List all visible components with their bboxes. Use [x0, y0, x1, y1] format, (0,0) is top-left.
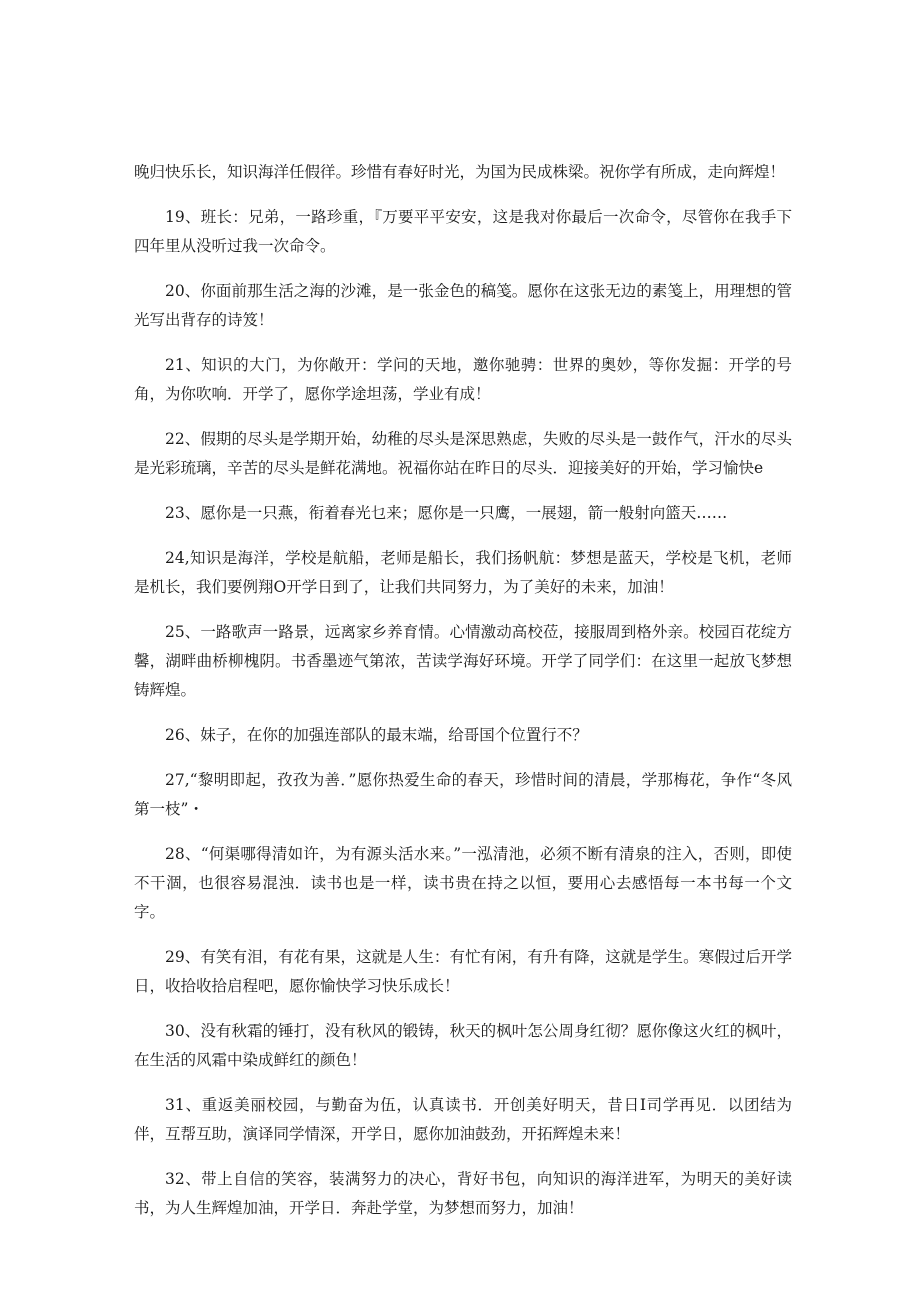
paragraph-20: 20、你面前那生活之海的沙滩，是一张金色的稿笺。愿你在这张无边的素笺上，用理想的管光写出背存的诗笈！: [134, 282, 792, 329]
document-body: [134, 158, 792, 1239]
paragraph-30: 30、没有秋霜的锤打，没有秋风的锻铸，秋天的枫叶怎公周身红彻？愿你像这火红的枫叶，在生活的风霜中染成鲜红的颜色！: [134, 1022, 792, 1069]
paragraph-32: 32、带上自信的笑容，装满努力的决心，背好书包，向知识的海洋进军，为明天的美好读书，为人生辉煌加油，开学日．奔赴学堂，为梦想而努力，加油！: [134, 1170, 792, 1217]
paragraph-23: 23、愿你是一只燕，衔着春光乜来；愿你是一只鹰，一展翅，箭一般射向篮天……: [165, 504, 728, 522]
paragraph-27: 27,“黎明即起，孜孜为善．”愿你热爱生命的春天，珍惜时间的清晨，学那梅花，争作“冬风第一枝”・: [134, 771, 792, 818]
paragraph-29: 29、有笑有泪，有花有果，这就是人生：有忙有闲，有升有降，这就是学生。寒假过后开学日，收拾收拾启程吧，愿你愉快学习快乐成长！: [134, 948, 792, 995]
paragraph-25: 25、一路歌声一路景，远离家乡养育情。心情激动高校莅，接服周到格外亲。校园百花绽方馨，湖畔曲桥柳槐阴。书香墨迹气第浓，苦读学海好环境。开学了同学们：在这里一起放飞梦想铸辉煌。: [134, 623, 792, 699]
paragraph-22: 22、假期的尽头是学期开始，幼稚的尽头是深思熟虑，失败的尽头是一鼓作气，汗水的尽头是光彩琉璃，辛苦的尽头是鲜花满地。祝福你站在昨日的尽头．迎接美好的开始，学习愉快e: [134, 430, 792, 477]
paragraph-24: 24,知识是海洋，学校是航船，老师是船长，我们扬帆航：梦想是蓝天，学校是飞机，老师是机长，我们要例翔O开学日到了，让我们共同努力，为了美好的未来，加油！: [134, 549, 792, 596]
paragraph-19: 19、班长：兄弟，一路珍重，『万要平平安安，这是我对你最后一次命令，尽管你在我手下四年里从没听过我一次命令。: [134, 208, 792, 255]
paragraph-28: 28、“何渠哪得清如许，为有源头活水来。”一泓清池，必须不断有清泉的注入，否则，即使不干涸，也很容易混浊．读书也是一样，读书贵在持之以恒，要用心去感悟每一本书每一个文字。: [134, 845, 792, 921]
paragraph-intro-continuation: 晚归快乐长，知识海洋任假徉。珍惜有春好时光，为国为民成株梁。祝你学有所成，走向辉煌！: [134, 163, 786, 181]
paragraph-21: 21、知识的大门，为你敞开：学问的天地，邀你驰骋：世界的奥妙，等你发掘：开学的号角，为你吹响．开学了，愿你学途坦荡，学业有成！: [134, 356, 792, 403]
paragraph-26: 26、妹子，在你的加强连部队的最末端，给哥国个位置行不？: [165, 726, 588, 744]
paragraph-31: 31、重返美丽校园，与勤奋为伍，认真读书．开创美好明天，昔日I司学再见．以团结为伴，互帮互助，演译同学情深，开学日，愿你加油鼓劲，开拓辉煌未来！: [134, 1096, 792, 1143]
